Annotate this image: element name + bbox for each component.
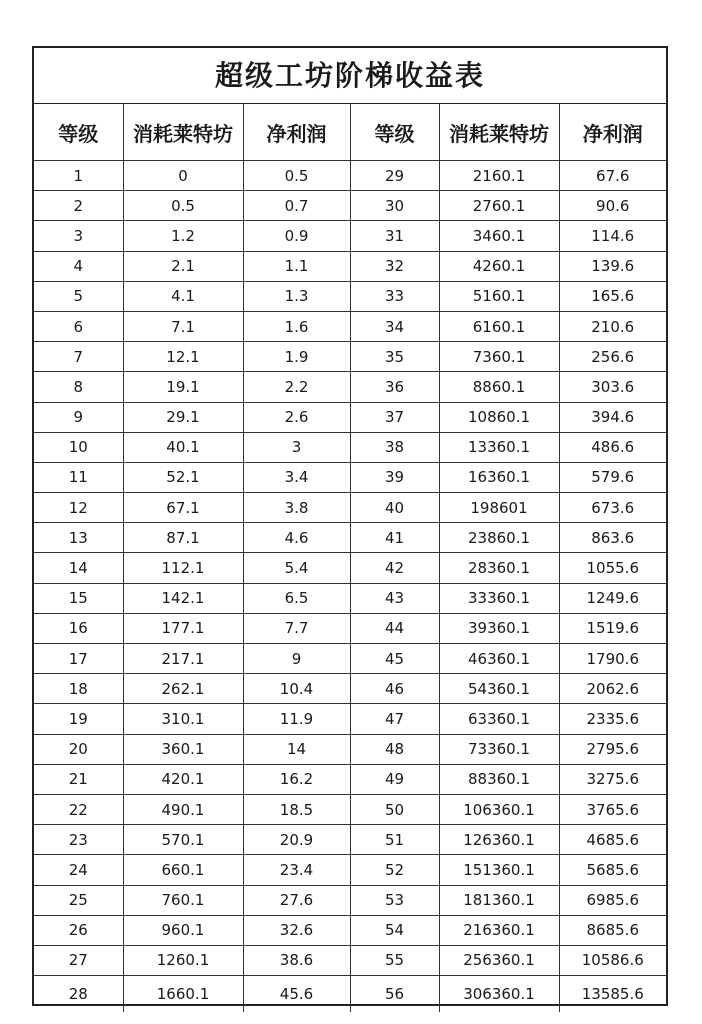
table-row xyxy=(34,915,666,945)
cell-level: 24 xyxy=(34,855,123,885)
cell-cost: 6160.1 xyxy=(439,311,559,341)
cell-profit: 1519.6 xyxy=(559,613,666,643)
cell-cost: 8860.1 xyxy=(439,372,559,402)
cell-level: 34 xyxy=(350,311,439,341)
cell-level: 7 xyxy=(34,342,123,372)
cell-profit: 673.6 xyxy=(559,493,666,523)
cell-profit: 10.4 xyxy=(243,674,350,704)
cell-level: 53 xyxy=(350,885,439,915)
cell-cost: 33360.1 xyxy=(439,583,559,613)
cell-profit: 0.5 xyxy=(243,161,350,191)
cell-cost: 1.2 xyxy=(123,221,243,251)
table-row xyxy=(34,523,666,553)
cell-cost: 40.1 xyxy=(123,432,243,462)
cell-cost: 960.1 xyxy=(123,915,243,945)
cell-cost: 0.5 xyxy=(123,191,243,221)
cell-cost: 16360.1 xyxy=(439,462,559,492)
cell-profit: 5.4 xyxy=(243,553,350,583)
cell-profit: 303.6 xyxy=(559,372,666,402)
table-row xyxy=(34,945,666,975)
table-row xyxy=(34,704,666,734)
cell-cost: 1660.1 xyxy=(123,976,243,1013)
cell-profit: 579.6 xyxy=(559,462,666,492)
cell-profit: 2.6 xyxy=(243,402,350,432)
cell-cost: 23860.1 xyxy=(439,523,559,553)
cell-cost: 63360.1 xyxy=(439,704,559,734)
cell-profit: 1790.6 xyxy=(559,644,666,674)
cell-cost: 12.1 xyxy=(123,342,243,372)
cell-level: 31 xyxy=(350,221,439,251)
header-profit: 净利润 xyxy=(243,104,350,161)
cell-level: 41 xyxy=(350,523,439,553)
cell-level: 12 xyxy=(34,493,123,523)
cell-profit: 10586.6 xyxy=(559,945,666,975)
header-cost: 消耗莱特坊 xyxy=(123,104,243,161)
cell-level: 48 xyxy=(350,734,439,764)
cell-profit: 1055.6 xyxy=(559,553,666,583)
cell-cost: 4260.1 xyxy=(439,251,559,281)
cell-cost: 1260.1 xyxy=(123,945,243,975)
cell-profit: 3275.6 xyxy=(559,764,666,794)
cell-level: 16 xyxy=(34,613,123,643)
cell-profit: 4.6 xyxy=(243,523,350,553)
cell-cost: 216360.1 xyxy=(439,915,559,945)
cell-profit: 32.6 xyxy=(243,915,350,945)
table-row xyxy=(34,342,666,372)
cell-cost: 262.1 xyxy=(123,674,243,704)
cell-level: 25 xyxy=(34,885,123,915)
earnings-table xyxy=(34,104,666,1012)
cell-level: 44 xyxy=(350,613,439,643)
table-row xyxy=(34,402,666,432)
cell-profit: 3765.6 xyxy=(559,794,666,824)
header-level: 等级 xyxy=(34,104,123,161)
cell-profit: 9 xyxy=(243,644,350,674)
cell-cost: 73360.1 xyxy=(439,734,559,764)
cell-cost: 2760.1 xyxy=(439,191,559,221)
cell-profit: 2.2 xyxy=(243,372,350,402)
table-row xyxy=(34,613,666,643)
cell-cost: 181360.1 xyxy=(439,885,559,915)
table-row xyxy=(34,251,666,281)
cell-profit: 256.6 xyxy=(559,342,666,372)
cell-cost: 46360.1 xyxy=(439,644,559,674)
cell-cost: 28360.1 xyxy=(439,553,559,583)
cell-level: 4 xyxy=(34,251,123,281)
cell-profit: 18.5 xyxy=(243,794,350,824)
cell-level: 43 xyxy=(350,583,439,613)
cell-level: 3 xyxy=(34,221,123,251)
table-row xyxy=(34,764,666,794)
cell-profit: 3 xyxy=(243,432,350,462)
cell-profit: 8685.6 xyxy=(559,915,666,945)
cell-cost: 2160.1 xyxy=(439,161,559,191)
table-row xyxy=(34,885,666,915)
cell-level: 13 xyxy=(34,523,123,553)
cell-cost: 126360.1 xyxy=(439,825,559,855)
cell-level: 37 xyxy=(350,402,439,432)
cell-profit: 1.6 xyxy=(243,311,350,341)
cell-level: 18 xyxy=(34,674,123,704)
cell-profit: 5685.6 xyxy=(559,855,666,885)
header-level: 等级 xyxy=(350,104,439,161)
cell-level: 10 xyxy=(34,432,123,462)
cell-cost: 19.1 xyxy=(123,372,243,402)
cell-level: 46 xyxy=(350,674,439,704)
cell-level: 33 xyxy=(350,281,439,311)
table-row xyxy=(34,674,666,704)
table-row xyxy=(34,462,666,492)
cell-profit: 7.7 xyxy=(243,613,350,643)
cell-cost: 306360.1 xyxy=(439,976,559,1013)
cell-profit: 114.6 xyxy=(559,221,666,251)
cell-profit: 14 xyxy=(243,734,350,764)
cell-level: 39 xyxy=(350,462,439,492)
cell-profit: 139.6 xyxy=(559,251,666,281)
cell-level: 38 xyxy=(350,432,439,462)
cell-level: 14 xyxy=(34,553,123,583)
cell-level: 26 xyxy=(34,915,123,945)
cell-profit: 20.9 xyxy=(243,825,350,855)
cell-cost: 256360.1 xyxy=(439,945,559,975)
cell-cost: 52.1 xyxy=(123,462,243,492)
cell-profit: 210.6 xyxy=(559,311,666,341)
table-row xyxy=(34,825,666,855)
cell-level: 54 xyxy=(350,915,439,945)
cell-level: 30 xyxy=(350,191,439,221)
cell-profit: 2335.6 xyxy=(559,704,666,734)
cell-cost: 570.1 xyxy=(123,825,243,855)
cell-level: 32 xyxy=(350,251,439,281)
cell-cost: 420.1 xyxy=(123,764,243,794)
cell-profit: 165.6 xyxy=(559,281,666,311)
cell-profit: 394.6 xyxy=(559,402,666,432)
table-row xyxy=(34,221,666,251)
cell-cost: 198601 xyxy=(439,493,559,523)
cell-cost: 5160.1 xyxy=(439,281,559,311)
header-profit: 净利润 xyxy=(559,104,666,161)
cell-level: 27 xyxy=(34,945,123,975)
cell-level: 49 xyxy=(350,764,439,794)
cell-cost: 39360.1 xyxy=(439,613,559,643)
cell-cost: 760.1 xyxy=(123,885,243,915)
table-row xyxy=(34,191,666,221)
cell-profit: 38.6 xyxy=(243,945,350,975)
cell-cost: 7360.1 xyxy=(439,342,559,372)
cell-cost: 13360.1 xyxy=(439,432,559,462)
table-row xyxy=(34,493,666,523)
cell-level: 56 xyxy=(350,976,439,1013)
cell-level: 1 xyxy=(34,161,123,191)
cell-level: 40 xyxy=(350,493,439,523)
cell-level: 29 xyxy=(350,161,439,191)
cell-profit: 3.4 xyxy=(243,462,350,492)
cell-profit: 90.6 xyxy=(559,191,666,221)
cell-level: 2 xyxy=(34,191,123,221)
cell-cost: 87.1 xyxy=(123,523,243,553)
cell-level: 15 xyxy=(34,583,123,613)
table-body xyxy=(34,161,666,1013)
cell-profit: 23.4 xyxy=(243,855,350,885)
cell-level: 47 xyxy=(350,704,439,734)
cell-cost: 106360.1 xyxy=(439,794,559,824)
cell-cost: 360.1 xyxy=(123,734,243,764)
cell-level: 20 xyxy=(34,734,123,764)
cell-profit: 16.2 xyxy=(243,764,350,794)
cell-profit: 2062.6 xyxy=(559,674,666,704)
cell-level: 6 xyxy=(34,311,123,341)
cell-level: 21 xyxy=(34,764,123,794)
cell-cost: 142.1 xyxy=(123,583,243,613)
cell-profit: 11.9 xyxy=(243,704,350,734)
cell-level: 17 xyxy=(34,644,123,674)
cell-level: 36 xyxy=(350,372,439,402)
cell-cost: 67.1 xyxy=(123,493,243,523)
cell-profit: 4685.6 xyxy=(559,825,666,855)
cell-profit: 1249.6 xyxy=(559,583,666,613)
cell-cost: 4.1 xyxy=(123,281,243,311)
cell-profit: 2795.6 xyxy=(559,734,666,764)
cell-level: 50 xyxy=(350,794,439,824)
cell-level: 5 xyxy=(34,281,123,311)
cell-level: 22 xyxy=(34,794,123,824)
cell-profit: 1.1 xyxy=(243,251,350,281)
table-title: 超级工坊阶梯收益表 xyxy=(34,48,666,104)
cell-cost: 10860.1 xyxy=(439,402,559,432)
cell-level: 19 xyxy=(34,704,123,734)
cell-profit: 486.6 xyxy=(559,432,666,462)
cell-cost: 112.1 xyxy=(123,553,243,583)
table-row xyxy=(34,855,666,885)
cell-cost: 54360.1 xyxy=(439,674,559,704)
cell-cost: 310.1 xyxy=(123,704,243,734)
table-row xyxy=(34,432,666,462)
cell-profit: 67.6 xyxy=(559,161,666,191)
cell-profit: 863.6 xyxy=(559,523,666,553)
cell-profit: 1.3 xyxy=(243,281,350,311)
header-cost: 消耗莱特坊 xyxy=(439,104,559,161)
cell-level: 42 xyxy=(350,553,439,583)
cell-cost: 177.1 xyxy=(123,613,243,643)
cell-cost: 3460.1 xyxy=(439,221,559,251)
cell-profit: 0.9 xyxy=(243,221,350,251)
table-row xyxy=(34,734,666,764)
cell-cost: 88360.1 xyxy=(439,764,559,794)
cell-level: 9 xyxy=(34,402,123,432)
cell-level: 45 xyxy=(350,644,439,674)
cell-cost: 29.1 xyxy=(123,402,243,432)
cell-level: 55 xyxy=(350,945,439,975)
header-row xyxy=(34,104,666,161)
cell-cost: 7.1 xyxy=(123,311,243,341)
cell-profit: 1.9 xyxy=(243,342,350,372)
table-row xyxy=(34,372,666,402)
earnings-table-sheet xyxy=(32,46,668,1006)
table-header xyxy=(34,104,666,161)
cell-cost: 217.1 xyxy=(123,644,243,674)
cell-profit: 27.6 xyxy=(243,885,350,915)
table-row xyxy=(34,794,666,824)
table-row xyxy=(34,311,666,341)
cell-profit: 3.8 xyxy=(243,493,350,523)
cell-profit: 13585.6 xyxy=(559,976,666,1013)
cell-cost: 490.1 xyxy=(123,794,243,824)
cell-level: 35 xyxy=(350,342,439,372)
cell-cost: 0 xyxy=(123,161,243,191)
table-row xyxy=(34,583,666,613)
cell-profit: 6.5 xyxy=(243,583,350,613)
cell-level: 11 xyxy=(34,462,123,492)
cell-profit: 6985.6 xyxy=(559,885,666,915)
cell-profit: 45.6 xyxy=(243,976,350,1013)
cell-level: 52 xyxy=(350,855,439,885)
table-row xyxy=(34,644,666,674)
table-row xyxy=(34,161,666,191)
table-row xyxy=(34,553,666,583)
cell-level: 28 xyxy=(34,976,123,1013)
table-row xyxy=(34,976,666,1013)
cell-level: 23 xyxy=(34,825,123,855)
table-row xyxy=(34,281,666,311)
cell-cost: 660.1 xyxy=(123,855,243,885)
cell-cost: 2.1 xyxy=(123,251,243,281)
cell-profit: 0.7 xyxy=(243,191,350,221)
cell-cost: 151360.1 xyxy=(439,855,559,885)
cell-level: 8 xyxy=(34,372,123,402)
cell-level: 51 xyxy=(350,825,439,855)
